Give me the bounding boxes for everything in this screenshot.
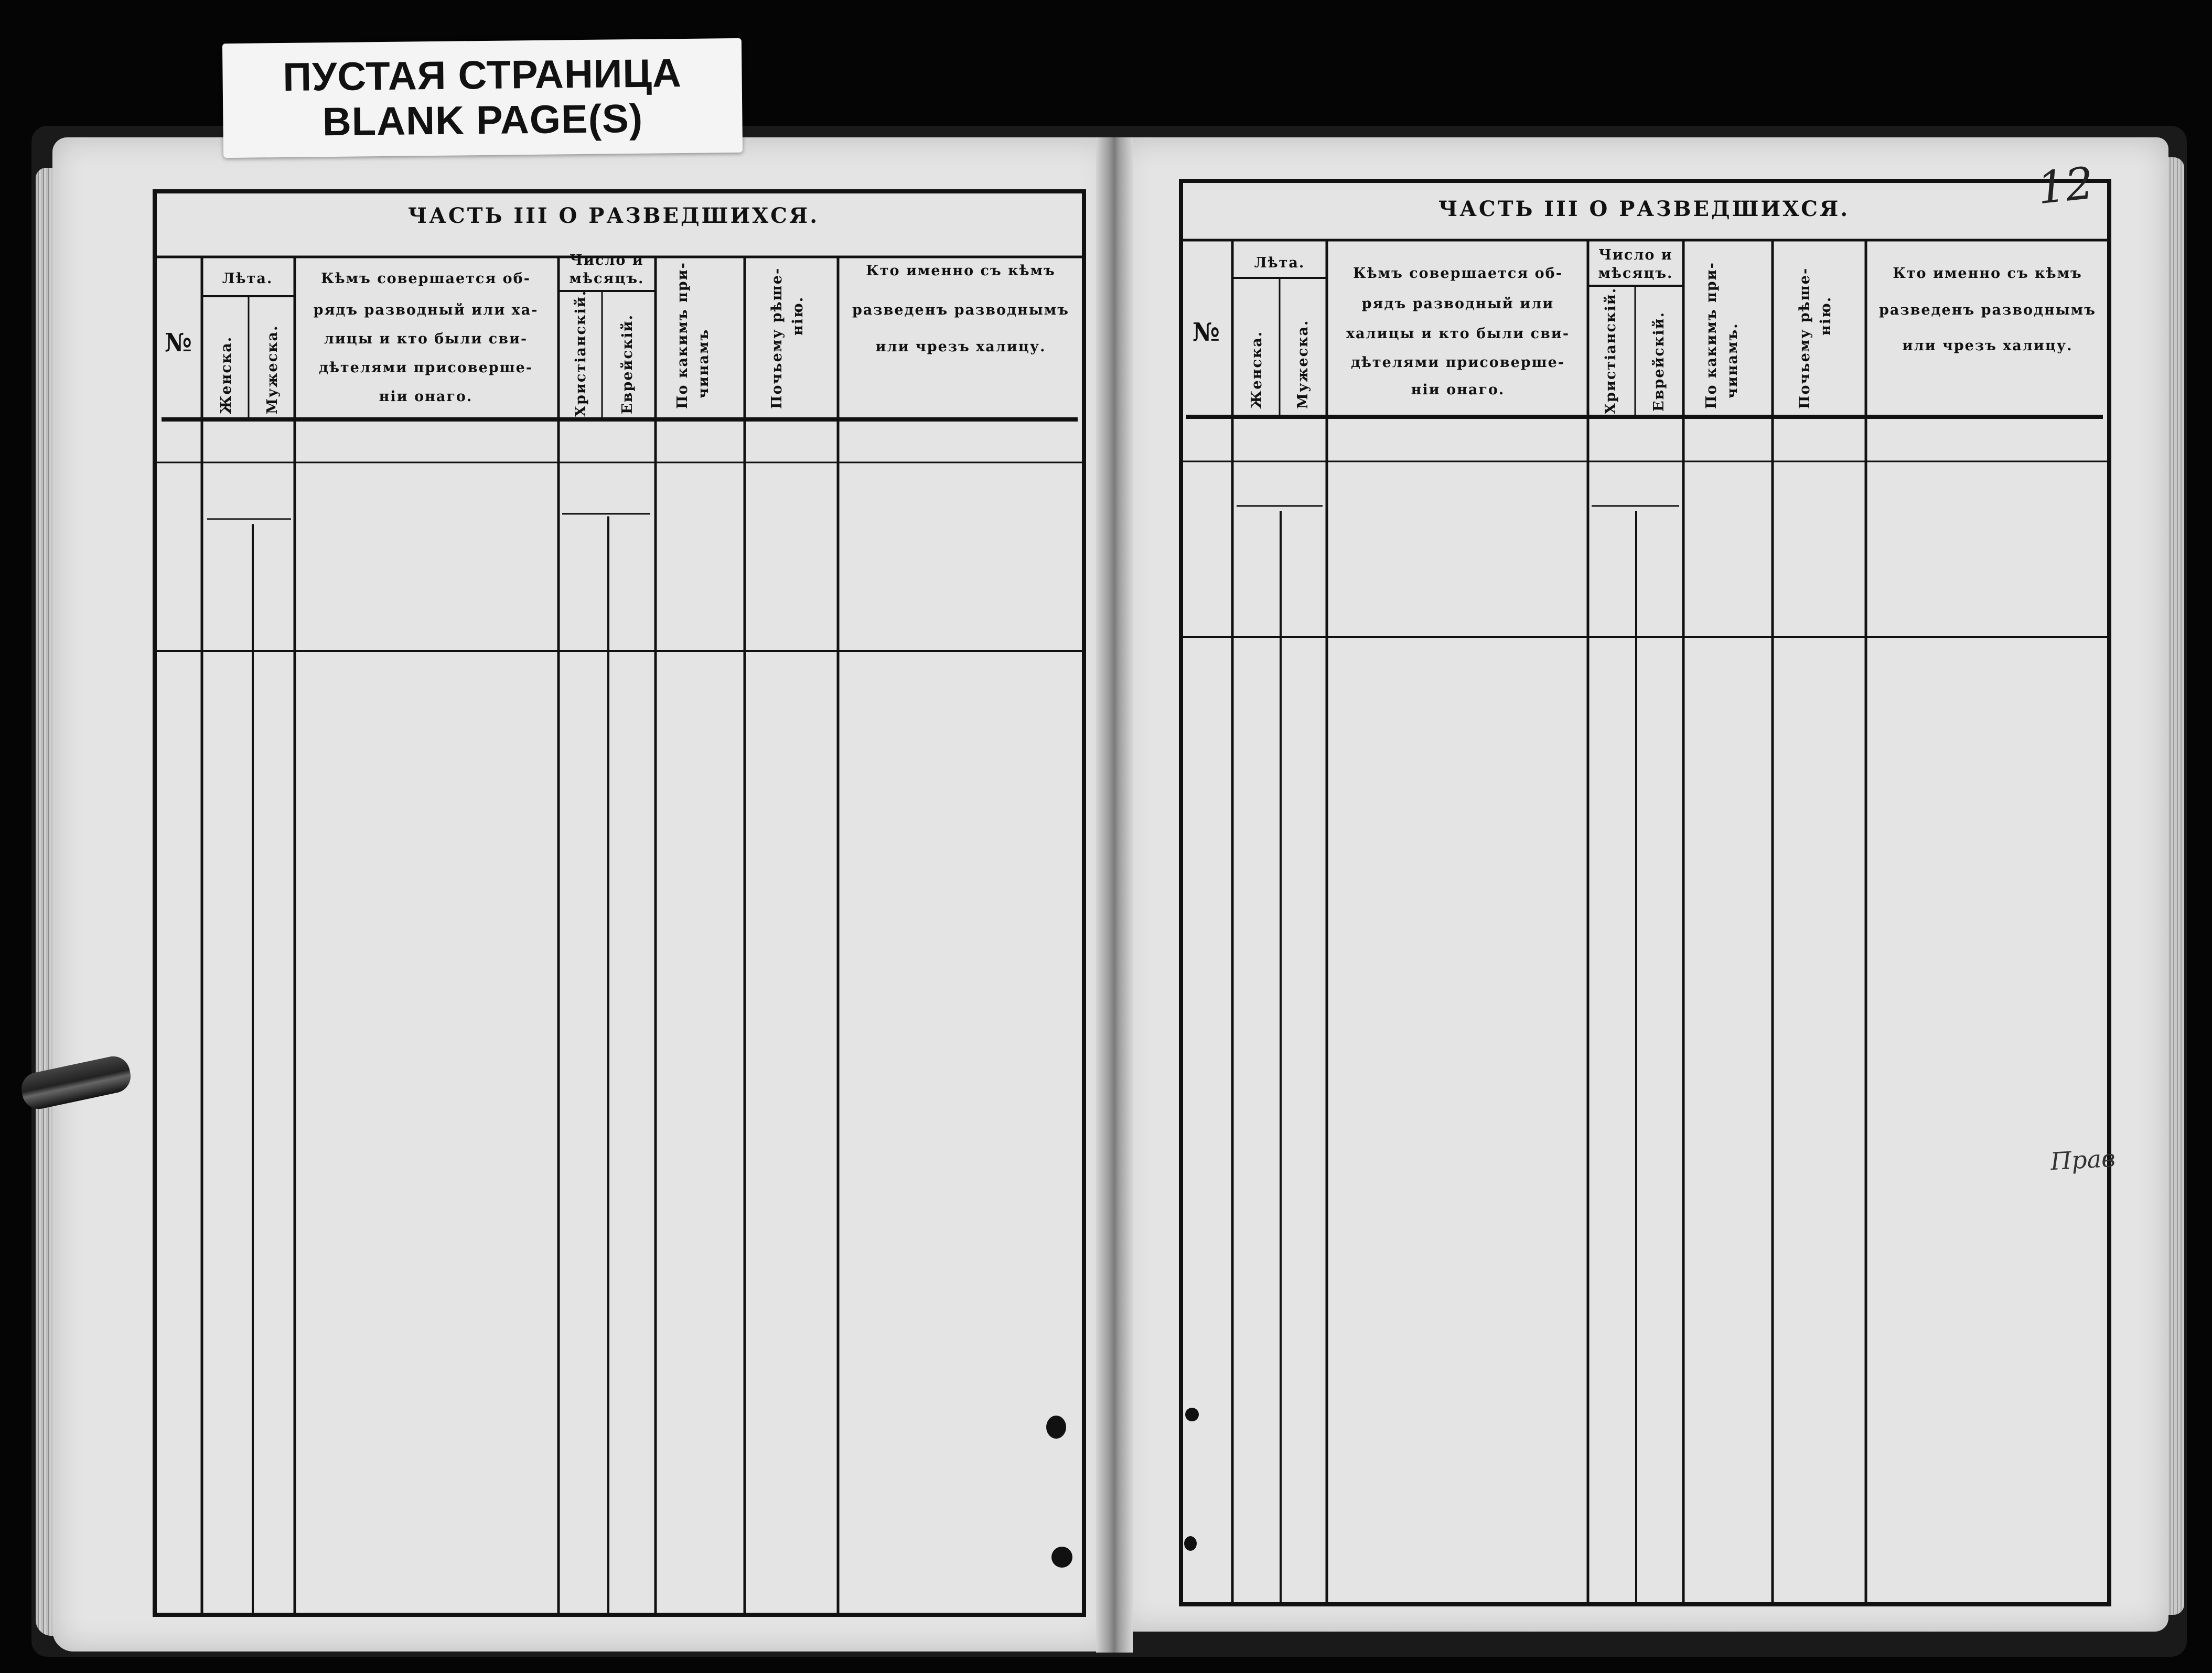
right-header-wife: Женска. bbox=[1249, 330, 1265, 409]
right-header-officiant-4: дѣтелями присоверше- bbox=[1350, 354, 1565, 371]
right-header-reasons-2: чинамъ. bbox=[1724, 322, 1741, 398]
right-header-who-1: Кто именно съ кѣмъ bbox=[1893, 265, 2082, 282]
left-header-decision-1: Почьему рѣше- bbox=[769, 267, 785, 409]
right-header-who-3: или чрезъ халицу. bbox=[1902, 338, 2073, 354]
left-header-officiant-2: рядъ разводный или ха- bbox=[313, 302, 539, 318]
left-header-wife: Женска. bbox=[218, 336, 234, 414]
right-header-husband: Мужеска. bbox=[1295, 319, 1311, 409]
right-header-ages: Лѣта. bbox=[1254, 255, 1305, 271]
left-header-christian: Христiанскiй. bbox=[573, 289, 589, 417]
right-header-decision-1: Почьему рѣше- bbox=[1797, 267, 1813, 409]
left-header-reasons-2: чинамъ bbox=[695, 328, 712, 398]
page-number: 12 bbox=[2035, 157, 2096, 214]
left-header-date-2: мѣсяцъ. bbox=[569, 271, 645, 287]
left-header-officiant-4: дѣтелями присоверше- bbox=[318, 360, 533, 376]
right-header-decision-2: нiю. bbox=[1818, 296, 1834, 336]
left-page-title: ЧАСТЬ III О РАЗВЕДШИХСЯ. bbox=[407, 203, 820, 228]
blank-label-ru: ПУСТАЯ СТРАНИЦА bbox=[282, 51, 682, 100]
right-header-christian: Христiанскiй. bbox=[1603, 287, 1619, 414]
left-header-officiant-1: Кѣмъ совершается об- bbox=[321, 271, 531, 287]
left-header-who-1: Кто именно съ кѣмъ bbox=[866, 263, 1056, 279]
left-header-officiant-3: лицы и кто были сви- bbox=[324, 331, 528, 347]
right-page-title: ЧАСТЬ III О РАЗВЕДШИХСЯ. bbox=[1438, 197, 1850, 221]
right-header-reasons-1: По какимъ при- bbox=[1703, 262, 1720, 409]
left-header-officiant-5: нiи онаго. bbox=[379, 388, 473, 405]
right-header-number: № bbox=[1192, 318, 1220, 347]
right-header-officiant-5: нiи онаго. bbox=[1411, 382, 1505, 398]
left-header-who-2: разведенъ разводнымъ bbox=[852, 302, 1069, 318]
left-header-who-3: или чрезъ халицу. bbox=[875, 339, 1046, 355]
left-header-ages: Лѣта. bbox=[222, 271, 273, 287]
right-header-date-1: Число и bbox=[1598, 247, 1673, 263]
left-header-reasons-1: По какимъ при- bbox=[674, 262, 691, 409]
right-header-officiant-2: рядъ разводный или bbox=[1361, 296, 1554, 312]
left-header-husband: Мужеска. bbox=[264, 325, 281, 414]
margin-note: Прав bbox=[2049, 1143, 2117, 1176]
right-header-date-2: мѣсяцъ. bbox=[1598, 265, 1673, 282]
right-border bbox=[1181, 181, 2109, 1604]
left-header-date-1: Число и bbox=[570, 252, 644, 268]
right-header-jewish: Еврейскiй. bbox=[1651, 311, 1667, 412]
right-header-officiant-3: халицы и кто были сви- bbox=[1346, 326, 1570, 342]
right-header-who-2: разведенъ разводнымъ bbox=[1879, 302, 2096, 318]
right-header-officiant-1: Кѣмъ совершается об- bbox=[1353, 265, 1563, 282]
left-header-number: № bbox=[164, 328, 192, 358]
blank-label-en: BLANK PAGE(S) bbox=[322, 96, 643, 145]
left-header-decision-2: нiю. bbox=[790, 296, 806, 336]
left-header-jewish: Еврейскiй. bbox=[619, 314, 636, 414]
